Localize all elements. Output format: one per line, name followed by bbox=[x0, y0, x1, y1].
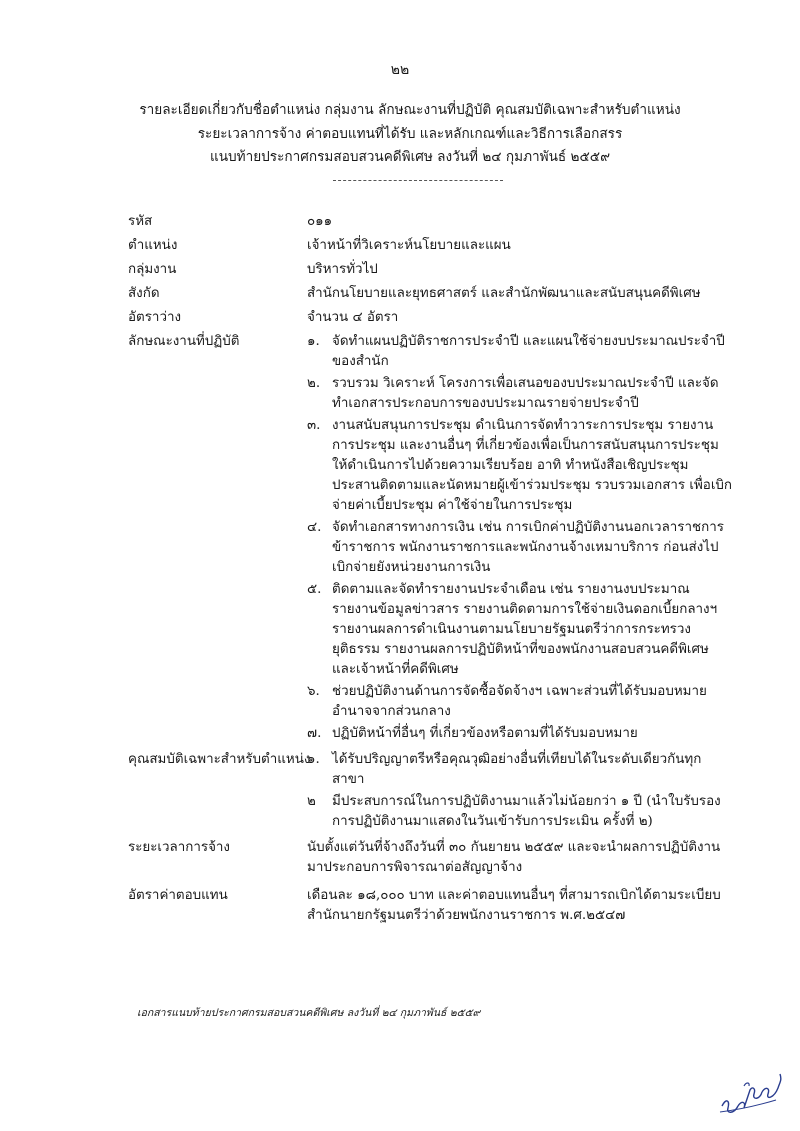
header-line-1: รายละเอียดเกี่ยวกับชื่อตำแหน่ง กลุ่มงาน ลักษณะงานที่ปฏิบัติ คุณสมบัติเฉพาะสำหรับตำแหน่ง bbox=[139, 102, 681, 118]
duty-text: งานสนับสนุนการประชุม ดำเนินการจัดทำวาระการประชุม รายงานการประชุม และงานอื่นๆ ที่เกี่ยวข้องเพื่อเป็นการสนับสนุนการประชุมให้ดำเนินการไปด้วยความเรียบร้อย อาทิ ทำหนังสือเชิญประชุม ประสานติดตามและนัดหมายผู้เข้าร่วมประชุม รวบรวมเอกสาร เพื่อเบิกจ่ายค่าเบี้ยประชุม ค่าใช้จ่ายในการประชุม bbox=[332, 418, 732, 513]
duty-item bbox=[307, 374, 732, 414]
header-line-2: ระยะเวลาการจ้าง ค่าตอบแทนที่ได้รับ และหลักเกณฑ์และวิธีการเลือกสรร bbox=[197, 125, 623, 142]
duties-list bbox=[307, 332, 732, 744]
duty-number: ๗. bbox=[307, 726, 322, 741]
duty-item bbox=[307, 332, 732, 372]
duty-number: ๓. bbox=[307, 418, 321, 433]
duty-item bbox=[307, 518, 732, 578]
footer-note: เอกสารแนบท้ายประกาศกรมสอบสวนคดีพิเศษ ลงวันที่ ๒๔ กุมภาพันธ์ ๒๕๕๙ bbox=[137, 1007, 481, 1019]
duty-text: รวบรวม วิเคราะห์ โครงการเพื่อเสนอของบประมาณประจำปี และจัดทำเอกสารประกอบการของบประมาณรายจ่ายประจำปี bbox=[332, 376, 719, 411]
field-position-label: ตำแหน่ง bbox=[128, 238, 178, 253]
position-details bbox=[0, 212, 800, 926]
qualification-item bbox=[307, 750, 732, 790]
field-employment-period bbox=[0, 838, 800, 878]
field-code-value: ๐๑๑ bbox=[307, 214, 333, 229]
field-position-value: เจ้าหน้าที่วิเคราะห์นโยบายและแผน bbox=[307, 238, 511, 253]
page-number: ๒๒ bbox=[390, 62, 410, 78]
field-compensation bbox=[0, 886, 800, 926]
field-compensation-label: อัตราค่าตอบแทน bbox=[128, 888, 228, 903]
duty-number: ๔. bbox=[307, 520, 322, 535]
field-compensation-value: เดือนละ ๑๘,๐๐๐ บาท และค่าตอบแทนอื่นๆ ที่สามารถเบิกได้ตามระเบียบสำนักนายกรัฐมนตรีว่าด้วยพนักงานราชการ พ.ศ.๒๕๔๗ bbox=[307, 888, 721, 923]
qualification-text: มีประสบการณ์ในการปฏิบัติงานมาแล้วไม่น้อยกว่า ๑ ปี (นำใบรับรองการปฏิบัติงานมาแสดงในวันเข้ารับการประเมิน ครั้งที่ ๒) bbox=[332, 794, 721, 829]
field-qualifications bbox=[0, 750, 800, 832]
field-employment-period-label: ระยะเวลาการจ้าง bbox=[128, 840, 230, 855]
field-vacancies bbox=[0, 308, 800, 328]
duty-text: ติดตามและจัดทำรายงานประจำเดือน เช่น รายงานงบประมาณ รายงานข้อมูลข่าวสาร รายงานติดตามการใช้จ่ายเงินดอกเบี้ยกลางฯ รายงานผลการดำเนินงานตามนโยบายรัฐมนตรีว่าการกระทรวงยุติธรรม รายงานผลการปฏิบัติหน้าที่ของพนักงานสอบสวนคดีพิเศษและเจ้าหน้าที่คดีพิเศษ bbox=[332, 582, 718, 677]
duty-text: จัดทำแผนปฏิบัติราชการประจำปี และแผนใช้จ่ายงบประมาณประจำปีของสำนัก bbox=[332, 334, 725, 369]
duty-number: ๕. bbox=[307, 582, 322, 597]
duty-item bbox=[307, 682, 732, 722]
duty-text: จัดทำเอกสารทางการเงิน เช่น การเบิกค่าปฏิบัติงานนอกเวลาราชการข้าราชการ พนักงานราชการและพนักงานจ้างเหมาบริการ ก่อนส่งไปเบิกจ่ายยังหน่วยงานการเงิน bbox=[332, 520, 724, 575]
qualifications-list bbox=[307, 750, 732, 832]
duty-number: ๒. bbox=[307, 376, 321, 391]
duty-number: ๖. bbox=[307, 684, 320, 699]
field-code-label: รหัส bbox=[128, 214, 153, 229]
header-line-3: แนบท้ายประกาศกรมสอบสวนคดีพิเศษ ลงวันที่ ๒๔ กุมภาพันธ์ ๒๕๕๙ bbox=[209, 149, 611, 165]
field-duties bbox=[0, 332, 800, 744]
field-duties-label: ลักษณะงานที่ปฏิบัติ bbox=[128, 334, 240, 349]
field-qualifications-label: คุณสมบัติเฉพาะสำหรับตำแหน่ง bbox=[128, 752, 311, 767]
field-position bbox=[0, 236, 800, 256]
field-employment-period-value: นับตั้งแต่วันที่จ้างถึงวันที่ ๓๐ กันยายน ๒๕๕๙ และจะนำผลการปฏิบัติงานมาประกอบการพิจารณาต่อสัญญาจ้าง bbox=[307, 840, 721, 875]
duty-item bbox=[307, 580, 732, 680]
qualification-number: ๒ bbox=[307, 794, 316, 809]
duty-text: ช่วยปฏิบัติงานด้านการจัดซื้อจัดจ้างฯ เฉพาะส่วนที่ได้รับมอบหมายอำนาจจากส่วนกลาง bbox=[332, 684, 707, 719]
duty-text: ปฏิบัติหน้าที่อื่นๆ ที่เกี่ยวข้องหรือตามที่ได้รับมอบหมาย bbox=[332, 726, 638, 741]
qualification-number: ๑. bbox=[307, 752, 320, 767]
field-vacancies-label: อัตราว่าง bbox=[128, 310, 182, 325]
field-affiliation bbox=[0, 284, 800, 304]
field-group-label: กลุ่มงาน bbox=[128, 262, 177, 277]
header-divider bbox=[333, 180, 503, 181]
duty-item bbox=[307, 416, 732, 516]
duty-item bbox=[307, 724, 732, 744]
field-affiliation-label: สังกัด bbox=[128, 286, 160, 301]
field-vacancies-value: จำนวน ๔ อัตรา bbox=[307, 310, 399, 325]
field-affiliation-value: สำนักนโยบายและยุทธศาสตร์ และสำนักพัฒนาและสนับสนุนคดีพิเศษ bbox=[307, 286, 701, 301]
field-group bbox=[0, 260, 800, 280]
handwritten-signature bbox=[716, 1060, 786, 1120]
field-group-value: บริหารทั่วไป bbox=[307, 262, 378, 277]
qualification-item bbox=[307, 792, 732, 832]
document-header bbox=[100, 99, 720, 170]
field-code bbox=[0, 212, 800, 232]
qualification-text: ได้รับปริญญาตรีหรือคุณวุฒิอย่างอื่นที่เทียบได้ในระดับเดียวกันทุกสาขา bbox=[332, 752, 702, 787]
duty-number: ๑. bbox=[307, 334, 320, 349]
